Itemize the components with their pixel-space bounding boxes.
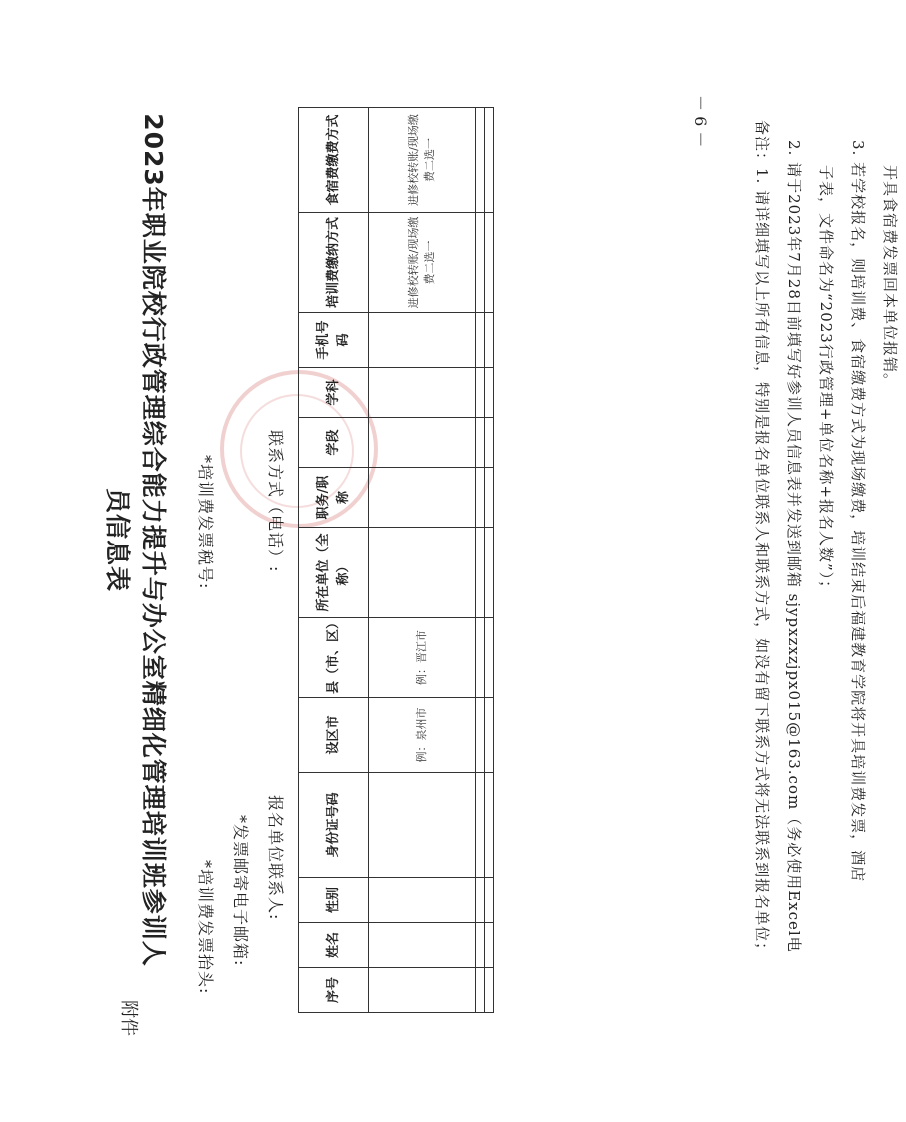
table-cell [476,468,485,528]
table-cell [476,773,485,878]
table-cell [369,468,476,528]
table-cell [369,968,476,1013]
table-row [485,108,494,1013]
table-header-cell: 姓名 [299,923,369,968]
table-header-cell: 手机号码 [299,313,369,368]
table-cell [476,923,485,968]
note-3-line-1: 3. 若学校报名，则培训费、食宿缴费方式为现场缴费，培训结束后福建教育学院将开具培训费发票，酒店 [849,140,867,883]
table-cell [485,878,494,923]
table-cell [485,528,494,618]
table-cell [485,923,494,968]
table-cell [485,368,494,418]
table-cell: 进修校转账/现场缴费二选一 [369,213,476,313]
table-cell [485,468,494,528]
table-cell [485,213,494,313]
note-1: 备注：1. 请详细填写以上所有信息，特别是报名单位联系人和联系方式，如没有留下联系方式将无法联系到报名单位； [753,120,771,959]
table-cell [476,528,485,618]
table-cell [485,968,494,1013]
table-header-cell: 序号 [299,968,369,1013]
table-cell [476,968,485,1013]
table-cell [369,878,476,923]
contact-phone-field: 联系方式（电话）: [266,430,285,573]
note-2-line-2: 子表，文件命名为“2023行政管理+单位名称+报名人数”）； [817,165,835,597]
note-3-line-2: 开具食宿费发票回本单位报销。 [881,165,899,390]
table-header-cell: 学科 [299,368,369,418]
table-cell [476,108,485,213]
table-header-cell: 所在单位（全称） [299,528,369,618]
table-header-row [299,108,369,1013]
table-header-cell: 职务/职称 [299,468,369,528]
table-cell [476,698,485,773]
table-cell [369,418,476,468]
table-cell [369,313,476,368]
attachment-label: 附件 [118,1000,139,1036]
table-row [476,108,485,1013]
table-cell [369,368,476,418]
table-cell [485,698,494,773]
document-title: 2023年职业院校行政管理综合能力提升与办公室精细化管理培训班参训人员信息表 [103,113,168,967]
note-2-line-1: 2. 请于2023年7月28日前填写好参训人员信息表并发送到邮箱 sjypxzxzjpx015@163.com（务必使用Excel电 [785,140,803,953]
contact-person-field: 报名单位联系人: [266,795,285,921]
table-cell: 进修校转账/现场缴费二选一 [369,108,476,213]
table-header-cell: 县（市、区） [299,618,369,698]
table-header-cell: 食宿费缴费方式 [299,108,369,213]
table-header-cell: 性别 [299,878,369,923]
table-cell: 例：晋江市 [369,618,476,698]
table-header-cell: 设区市 [299,698,369,773]
table-row [369,108,476,1013]
table-cell [485,773,494,878]
page-number: － 6 － [691,95,710,148]
table-cell [476,368,485,418]
table-cell [476,618,485,698]
trainee-info-table [298,107,494,1013]
table-header-cell: 身份证号码 [299,773,369,878]
invoice-header-field: *培训费发票抬头: [196,860,215,995]
table-cell: 例：泉州市 [369,698,476,773]
table-header-cell: 培训费缴纳方式 [299,213,369,313]
table-cell [369,528,476,618]
table-cell [485,418,494,468]
table-cell [476,213,485,313]
table-cell [476,418,485,468]
table-cell [485,108,494,213]
invoice-email-field: *发票邮寄电子邮箱: [231,815,250,967]
table-cell [485,618,494,698]
table-cell [476,313,485,368]
table-cell [485,313,494,368]
tax-number-field: *培训费发票税号: [196,455,215,590]
table-header-cell: 学段 [299,418,369,468]
table-cell [369,923,476,968]
table-cell [369,773,476,878]
table-cell [476,878,485,923]
